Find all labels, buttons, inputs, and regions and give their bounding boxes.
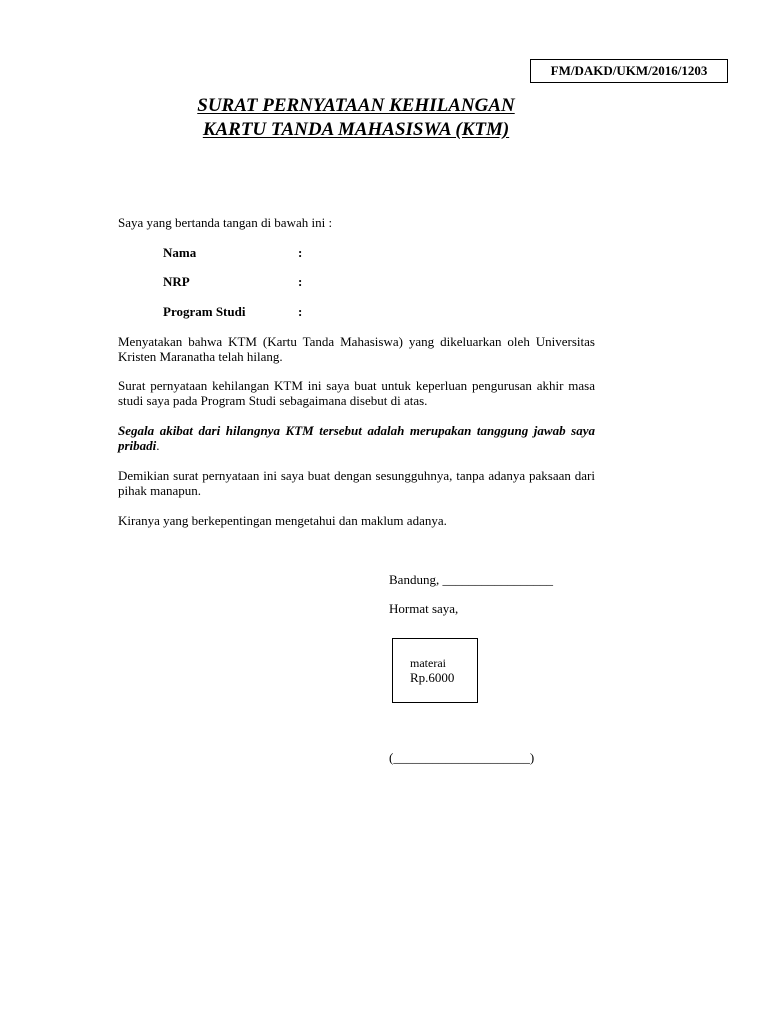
field-nrp: [163, 274, 302, 289]
form-code-box: FM/DAKD/UKM/2016/1203: [530, 59, 728, 83]
paragraph-purpose: Surat pernyataan kehilangan KTM ini saya buat untuk keperluan pengurusan akhir masa studi saya pada Program Studi sebagaimana disebut di atas.: [118, 378, 595, 408]
regards-text: Hormat saya,: [389, 601, 459, 616]
field-colon: :: [298, 304, 303, 319]
stamp-value: Rp.6000: [410, 670, 455, 685]
field-colon: :: [298, 245, 303, 260]
paragraph-declaration: Demikian surat pernyataan ini saya buat dengan sesungguhnya, tanpa adanya paksaan dari pihak manapun.: [118, 468, 595, 498]
stamp-label: materai: [410, 656, 446, 670]
stamp-duty-box: [392, 638, 478, 703]
signature-line: (_____________________): [389, 750, 535, 765]
place-date: Bandung, _________________: [389, 572, 553, 587]
field-colon: :: [298, 274, 303, 289]
paragraph-closing: Kiranya yang berkepentingan mengetahui dan maklum adanya.: [118, 513, 447, 528]
field-label: Program Studi: [163, 304, 246, 319]
paragraph-responsibility: Segala akibat dari hilangnya KTM tersebut adalah merupakan tanggung jawab saya pribadi.: [118, 423, 595, 453]
field-label: Nama: [163, 245, 197, 260]
field-label: NRP: [163, 274, 190, 289]
intro-text: Saya yang bertanda tangan di bawah ini :: [118, 215, 333, 230]
title-line-2: KARTU TANDA MAHASISWA (KTM): [202, 119, 510, 140]
field-nama: [163, 245, 302, 260]
title-line-1: SURAT PERNYATAAN KEHILANGAN: [197, 95, 515, 116]
paragraph-statement: Menyatakan bahwa KTM (Kartu Tanda Mahasiswa) yang dikeluarkan oleh Universitas Kristen Maranatha telah hilang.: [118, 334, 595, 364]
field-program-studi: [163, 304, 302, 319]
